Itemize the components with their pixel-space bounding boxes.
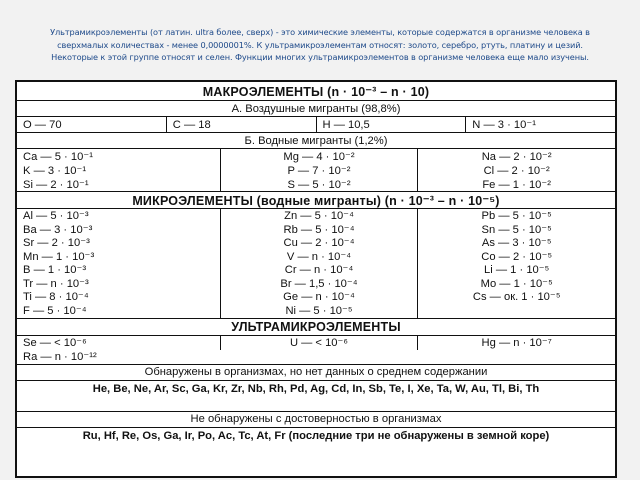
table-row <box>17 209 615 223</box>
table-row <box>17 350 615 365</box>
table-row <box>17 304 615 319</box>
table-cell: Ca — 5 · 10⁻¹ <box>17 149 221 163</box>
table-cell: As — 3 · 10⁻⁵ <box>481 237 552 250</box>
table-cell: Ti — 8 · 10⁻⁴ <box>17 290 221 304</box>
found-title-row <box>17 365 615 381</box>
table-cell: Cr — n · 10⁻⁴ <box>221 263 419 277</box>
table-cell: Se — < 10⁻⁶ <box>17 336 221 350</box>
table-row <box>17 177 615 192</box>
air-title-row <box>17 101 615 117</box>
table-cell: Co — 2 · 10⁻⁵ <box>481 250 553 263</box>
table-cell: F — 5 · 10⁻⁴ <box>17 304 221 318</box>
macro-title-row <box>17 82 615 101</box>
table-cell <box>418 304 615 318</box>
table-row <box>17 336 615 350</box>
table-cell: P — 7 · 10⁻² <box>221 163 419 177</box>
table-cell: Sr — 2 · 10⁻³ <box>17 236 221 250</box>
water-title-row <box>17 133 615 149</box>
table-cell: Br — 1,5 · 10⁻⁴ <box>221 277 419 291</box>
table-cell: Cs — ок. 1 · 10⁻⁵ <box>472 291 561 304</box>
table-cell: Mn — 1 · 10⁻³ <box>17 250 221 264</box>
table-cell: Cu — 2 · 10⁻⁴ <box>221 236 419 250</box>
air-values-row <box>17 117 615 133</box>
found-elements: He, Be, Ne, Ar, Sc, Ga, Kr, Zr, Nb, Rh, Pd, Ag, Cd, In, Sb, Te, I, Xe, Ta, W, Au, Tl, Bi, Th <box>92 382 540 395</box>
table-cell: Cl — 2 · 10⁻² <box>483 164 550 177</box>
air-title: А. Воздушные мигранты (98,8%) <box>231 102 401 115</box>
table-cell: O — 70 <box>17 117 167 132</box>
table-row <box>17 149 615 163</box>
table-cell: Mg — 4 · 10⁻² <box>221 149 419 163</box>
table-row <box>17 277 615 291</box>
table-cell: Ni — 5 · 10⁻⁵ <box>221 304 419 318</box>
table-cell: Rb — 5 · 10⁻⁴ <box>221 223 419 237</box>
micro-title-row <box>17 192 615 209</box>
table-cell: Mo — 1 · 10⁻⁵ <box>480 277 553 290</box>
intro-line: сверхмалых количествах - менее 0,0000001%. К ультрамикроэлементам относят: золото, серебро, ртуть, платину и цезий. <box>57 39 583 50</box>
table-cell: U — < 10⁻⁶ <box>221 336 419 350</box>
table-cell: Li — 1 · 10⁻⁵ <box>484 264 550 277</box>
table-cell: Ra — n · 10⁻¹² <box>23 351 97 363</box>
ultra-title-row <box>17 319 615 336</box>
table-cell: K — 3 · 10⁻¹ <box>17 163 221 177</box>
table-cell: Zn — 5 · 10⁻⁴ <box>221 209 419 223</box>
table-cell: N — 3 · 10⁻¹ <box>472 119 536 131</box>
table-cell: Fe — 1 · 10⁻² <box>482 178 552 191</box>
table-row <box>17 250 615 264</box>
notfound-title: Не обнаружены с достоверностью в организмах <box>190 413 442 425</box>
table-cell: C — 18 <box>167 117 317 132</box>
intro-line: Некоторые к этой группе относят и селен. Функции многих ультрамикроэлементов в организме человека еще мало изучены. <box>51 52 589 62</box>
table-row <box>17 236 615 250</box>
table-row <box>17 263 615 277</box>
table-row <box>17 290 615 304</box>
intro-line: Ультрамикроэлементы (от латин. ultra более, сверх) - это химические элементы, которые содержатся в организме человека в <box>50 27 590 37</box>
table-cell: Al — 5 · 10⁻³ <box>17 209 221 223</box>
table-cell: Tr — n · 10⁻³ <box>17 277 221 291</box>
micro-title: МИКРОЭЛЕМЕНТЫ (водные мигранты) (n · 10⁻³ – n · 10⁻⁵) <box>132 193 500 208</box>
macro-title: МАКРОЭЛЕМЕНТЫ (n · 10⁻³ – n · 10) <box>202 84 430 99</box>
table-cell: S — 5 · 10⁻² <box>221 177 419 191</box>
table-cell: Sn — 5 · 10⁻⁵ <box>481 223 552 236</box>
notfound-elements: Ru, Hf, Re, Os, Ga, Ir, Po, Ac, Tc, At, Fr (последние три не обнаружены в земной коре) <box>82 429 550 442</box>
table-row <box>17 223 615 237</box>
found-title: Обнаружены в организмах, но нет данных о среднем содержании <box>144 366 488 378</box>
intro-text <box>12 26 628 64</box>
table-cell: Ba — 3 · 10⁻³ <box>17 223 221 237</box>
table-cell: Ge — n · 10⁻⁴ <box>221 290 419 304</box>
table-cell: Pb — 5 · 10⁻⁵ <box>481 210 552 223</box>
water-title: Б. Водные мигранты (1,2%) <box>244 134 388 147</box>
table-cell: V — n · 10⁻⁴ <box>221 250 419 264</box>
elements-table-image <box>15 80 617 478</box>
table-cell: Hg — n · 10⁻⁷ <box>481 337 552 349</box>
table-cell: Na — 2 · 10⁻² <box>481 150 552 163</box>
found-elements-row <box>17 381 615 412</box>
table-cell: Si — 2 · 10⁻¹ <box>17 177 221 191</box>
table-row <box>17 163 615 177</box>
ultra-title: УЛЬТРАМИКРОЭЛЕМЕНТЫ <box>231 319 401 334</box>
table-cell: H — 10,5 <box>317 117 467 132</box>
table-cell: B — 1 · 10⁻³ <box>17 263 221 277</box>
notfound-elements-row <box>17 428 615 459</box>
